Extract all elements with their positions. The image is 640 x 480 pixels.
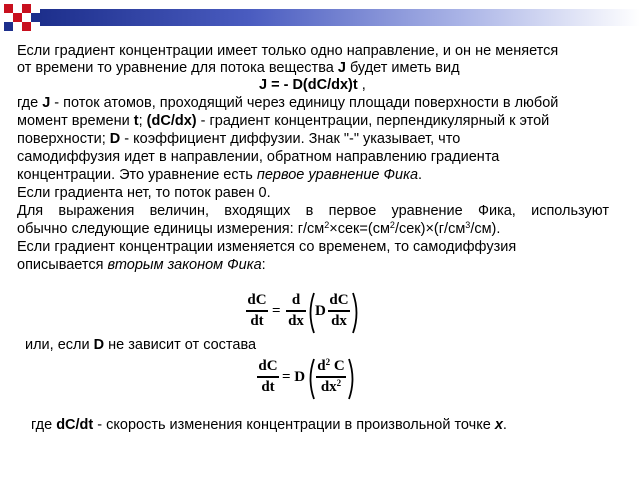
equals-sign: =	[272, 303, 281, 319]
text: будет иметь вид	[345, 60, 460, 76]
deco-square	[4, 22, 13, 31]
denominator: dx	[331, 312, 347, 329]
text: или, если	[25, 337, 94, 353]
equation-second-fick	[246, 292, 366, 337]
para2-line5	[17, 167, 627, 184]
deco-square	[4, 4, 13, 13]
text: .	[418, 167, 423, 183]
text: обычно следующие единицы измерения: г/см	[17, 221, 325, 237]
equation-first-fick	[259, 77, 366, 94]
para5-line2	[17, 257, 627, 274]
superscript: 2	[336, 377, 342, 388]
fraction-line	[257, 376, 279, 378]
left-paren-icon	[306, 358, 316, 400]
text: .	[502, 417, 507, 433]
deco-square	[31, 13, 40, 22]
deco-square	[13, 13, 22, 22]
para4-line1: Для выражения величин, входящих в первое уравнение Фика, используют	[17, 203, 609, 219]
para3: Если градиента нет, то поток равен 0.	[17, 185, 271, 201]
para2-line2	[17, 113, 627, 130]
superscript: 2	[389, 220, 395, 230]
para1-line1: Если градиент концентрации имеет только одно направление, и он не меняется	[17, 43, 559, 59]
para4-line2	[17, 221, 627, 238]
fraction-dc-dx	[328, 292, 350, 330]
right-paren-icon	[351, 292, 361, 334]
text: где	[17, 95, 43, 111]
fraction-line	[286, 310, 306, 312]
denominator: dt	[261, 378, 275, 395]
final-line	[31, 417, 640, 434]
text: /см).	[470, 221, 501, 237]
denominator: dx	[288, 312, 304, 329]
para5-line1: Если градиент концентрации изменяется со временем, то самодиффузия	[17, 239, 517, 255]
text: не зависит от состава	[104, 337, 257, 353]
header-gradient-bar	[40, 9, 640, 26]
text: ;	[138, 113, 147, 129]
text: - коэффициент диффузии. Знак "-" указывает, что	[120, 131, 461, 147]
text: от времени то уравнение для потока вещества	[17, 60, 338, 76]
para1-line2	[17, 60, 627, 77]
numerator: d	[291, 292, 301, 308]
fraction-lhs	[246, 292, 268, 330]
equation-suffix: ,	[357, 77, 366, 93]
equation-text: J = - D(dC/dx)t	[259, 77, 358, 93]
symbol-d: D	[109, 131, 121, 147]
fraction-lhs	[257, 358, 279, 396]
symbol-d: D	[93, 337, 105, 353]
text: концентрации. Это уравнение есть	[17, 167, 257, 183]
para2-line3	[17, 131, 627, 148]
condition-text	[25, 337, 635, 354]
text: ×сек=(см	[329, 221, 390, 237]
fraction-line	[328, 310, 350, 312]
symbol-x: x	[494, 417, 503, 433]
text: dx	[320, 378, 337, 395]
text: /сек)×(г/см	[394, 221, 466, 237]
header-decoration	[0, 0, 640, 36]
symbol-gradient: (dC/dx)	[146, 113, 197, 129]
italic-term: первое уравнение Фика	[256, 167, 419, 183]
text: - скорость изменения концентрации в произвольной точке	[93, 417, 495, 433]
coefficient-d: D	[315, 303, 326, 319]
text: - поток атомов, проходящий через единицу площади поверхности в любой	[50, 95, 559, 111]
fraction-line	[316, 376, 346, 378]
superscript: 3	[465, 220, 471, 230]
text: d	[317, 358, 326, 374]
fraction-line	[246, 310, 268, 312]
symbol-j: J	[42, 95, 51, 111]
symbol-j: J	[337, 60, 346, 76]
para2-line1	[17, 95, 627, 112]
fraction-d2c-dx2	[316, 358, 346, 396]
text: :	[261, 257, 266, 273]
numerator: dC	[329, 292, 349, 308]
italic-term: вторым законом Фика	[107, 257, 262, 273]
numerator	[316, 358, 346, 375]
numerator: dC	[258, 358, 278, 374]
text: - градиент концентрации, перпендикулярный к этой	[196, 113, 550, 129]
denominator	[316, 379, 346, 396]
superscript: 2	[324, 220, 330, 230]
symbol-t: t	[133, 113, 139, 129]
denominator: dt	[250, 312, 264, 329]
text: описывается	[17, 257, 108, 273]
equals-d: = D	[282, 369, 306, 385]
numerator: dC	[247, 292, 267, 308]
text: поверхности;	[17, 131, 110, 147]
text: момент времени	[17, 113, 134, 129]
superscript: 2	[325, 357, 331, 367]
text: C	[330, 358, 345, 374]
deco-square	[22, 4, 31, 13]
right-paren-icon	[347, 358, 357, 400]
text: где	[31, 417, 57, 433]
para2-line4: самодиффузия идет в направлении, обратном направлению градиента	[17, 149, 500, 165]
equation-second-fick-const-d	[257, 358, 367, 403]
deco-square	[22, 22, 31, 31]
symbol-dc-dt: dC/dt	[56, 417, 94, 433]
fraction-d-dx	[286, 292, 306, 330]
